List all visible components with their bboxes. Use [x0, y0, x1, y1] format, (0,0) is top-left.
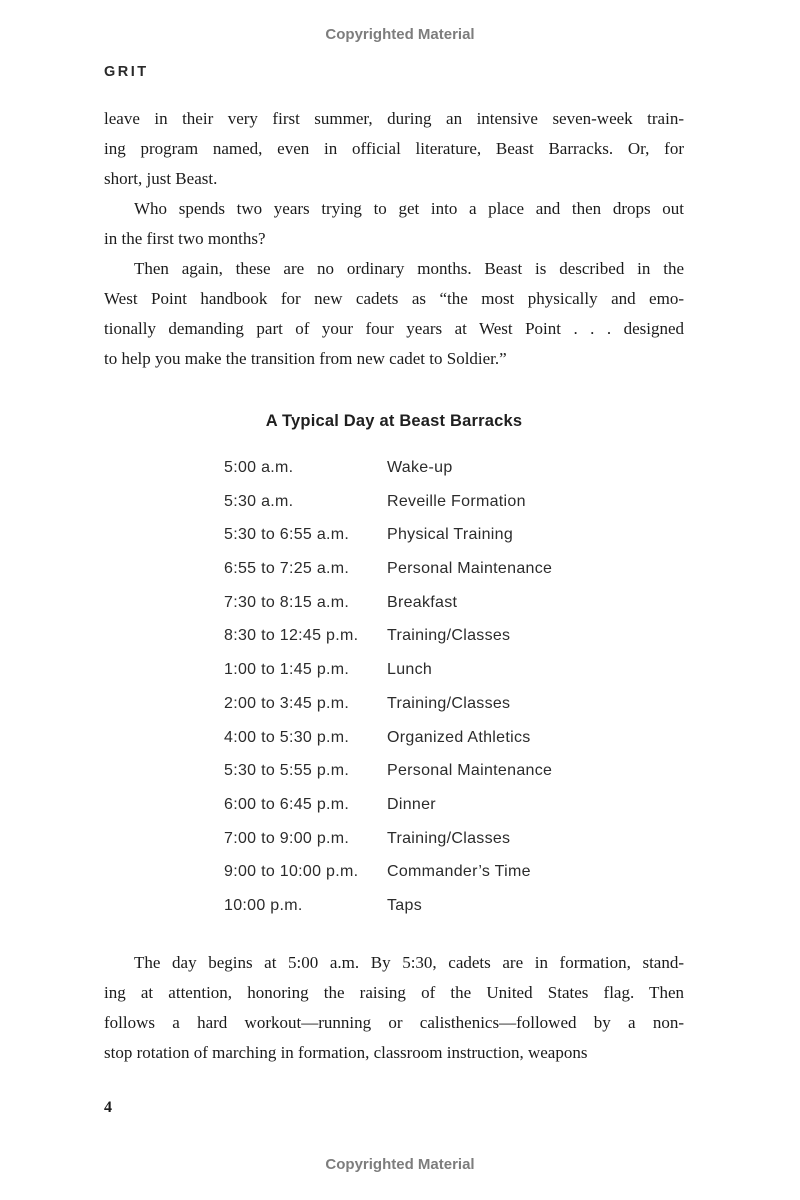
schedule-time: 5:30 to 5:55 p.m. — [224, 762, 350, 780]
schedule-time: 7:00 to 9:00 p.m. — [224, 829, 350, 847]
schedule-time: 1:00 to 1:45 p.m. — [224, 661, 350, 679]
schedule-activity: Reveille Formation — [387, 492, 526, 510]
schedule-row — [104, 552, 684, 586]
schedule-row — [104, 619, 684, 653]
copyright-notice-bottom: Copyrighted Material — [325, 1156, 475, 1173]
schedule-table — [104, 410, 684, 923]
schedule-row — [104, 687, 684, 721]
schedule-time: 7:30 to 8:15 a.m. — [224, 593, 350, 611]
text-line: in the first two months? — [104, 229, 266, 248]
text-line: ing at attention, honoring the raising of the United States flag. Then — [104, 983, 684, 1002]
schedule-activity: Physical Training — [387, 526, 514, 544]
text-line: to help you make the transition from new cadet to Soldier.” — [104, 349, 507, 368]
schedule-row — [104, 518, 684, 552]
schedule-row — [104, 788, 684, 822]
text-line: follows a hard workout—running or calisthenics—followed by a non- — [104, 1013, 684, 1032]
schedule-row — [104, 451, 684, 485]
text-line: leave in their very first summer, during an intensive seven-week train- — [104, 109, 684, 128]
text-line: stop rotation of marching in formation, classroom instruction, weapons — [104, 1043, 588, 1062]
page-number: 4 — [104, 1099, 112, 1116]
schedule-activity: Breakfast — [387, 593, 458, 611]
copyright-notice-top: Copyrighted Material — [325, 26, 475, 43]
schedule-row — [104, 485, 684, 519]
schedule-time: 2:00 to 3:45 p.m. — [224, 694, 350, 712]
schedule-time: 6:00 to 6:45 p.m. — [224, 795, 350, 813]
schedule-time: 5:30 to 6:55 a.m. — [224, 526, 350, 544]
schedule-row — [104, 721, 684, 755]
text-line: ing program named, even in official literature, Beast Barracks. Or, for — [104, 139, 684, 158]
schedule-row — [104, 586, 684, 620]
schedule-activity: Commander’s Time — [387, 863, 531, 881]
running-header: GRIT — [104, 64, 149, 80]
text-line: short, just Beast. — [104, 169, 218, 188]
text-line: Who spends two years trying to get into a place and then drops out — [134, 199, 684, 218]
schedule-title: A Typical Day at Beast Barracks — [265, 412, 523, 430]
schedule-activity: Organized Athletics — [387, 728, 531, 746]
schedule-activity: Personal Maintenance — [387, 762, 553, 780]
schedule-row — [104, 855, 684, 889]
text-line: The day begins at 5:00 a.m. By 5:30, cadets are in formation, stand- — [134, 953, 684, 972]
body-paragraphs-bottom — [104, 948, 684, 1068]
schedule-time: 5:30 a.m. — [224, 492, 294, 510]
schedule-activity: Wake-up — [387, 459, 453, 476]
schedule-row — [104, 754, 684, 788]
schedule-time: 8:30 to 12:45 p.m. — [224, 627, 359, 645]
schedule-time: 6:55 to 7:25 a.m. — [224, 560, 350, 578]
schedule-time: 9:00 to 10:00 p.m. — [224, 863, 359, 881]
schedule-time: 10:00 p.m. — [224, 896, 303, 914]
text-line: tionally demanding part of your four years at West Point . . . designed — [104, 319, 684, 338]
schedule-activity: Training/Classes — [387, 829, 511, 847]
schedule-activity: Taps — [387, 896, 422, 914]
schedule-row — [104, 889, 684, 923]
schedule-activity: Training/Classes — [387, 694, 511, 712]
schedule-activity: Dinner — [387, 795, 436, 813]
schedule-rows — [104, 451, 684, 923]
text-line: Then again, these are no ordinary months. Beast is described in the — [134, 259, 684, 278]
schedule-row — [104, 822, 684, 856]
text-line: West Point handbook for new cadets as “the most physically and emo- — [104, 289, 684, 308]
schedule-row — [104, 653, 684, 687]
schedule-activity: Lunch — [387, 661, 433, 679]
schedule-time: 4:00 to 5:30 p.m. — [224, 728, 350, 746]
schedule-activity: Personal Maintenance — [387, 560, 553, 578]
schedule-time: 5:00 a.m. — [224, 459, 294, 476]
schedule-activity: Training/Classes — [387, 627, 511, 645]
body-paragraphs-top — [104, 104, 684, 374]
